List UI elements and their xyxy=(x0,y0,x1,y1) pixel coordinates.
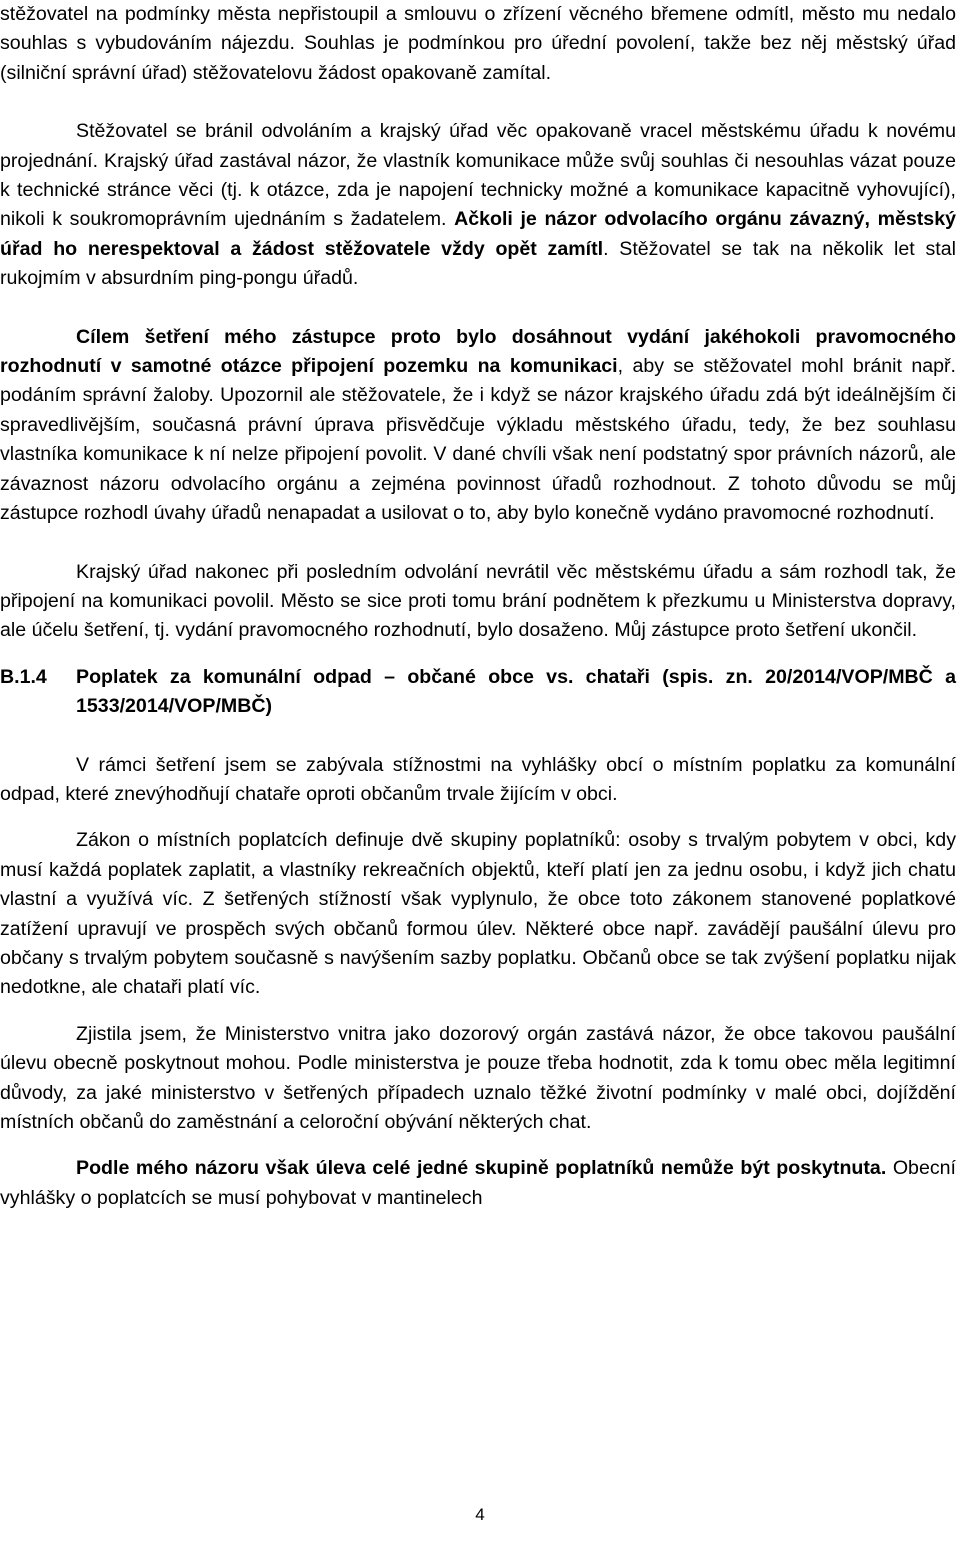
body-text-after-heading xyxy=(0,751,960,1214)
paragraph-p2 xyxy=(0,117,960,293)
text-run: . Stěžovatel se tak na několik let stal rukojmím v absurdním ping-pongu úřadů. xyxy=(0,237,956,290)
text-run: V rámci šetření jsem se zabývala stížnostmi na vyhlášky obcí o místním poplatku za komunální odpad, které znevýhodňují chataře oproti občanům trvale žijícím v obci. xyxy=(0,753,956,805)
text-run: Krajský úřad nakonec při posledním odvolání nevrátil věc městskému úřadu a sám rozhodl tak, že připojení na komunikaci povolil. Město se sice proti tomu brání podnětem k přezkumu u Ministerstva dopravy, ale účelu šetření, tj. vydání pravomocného rozhodnutí, bylo dosaženo. Můj zástupce proto šetření ukončil. xyxy=(0,560,956,642)
section-heading xyxy=(0,663,960,722)
paragraph-p8 xyxy=(0,1154,960,1213)
paragraph-p5 xyxy=(0,751,960,810)
text-run: , aby se stěžovatel mohl bránit např. podáním správní žaloby. Upozornil ale stěžovatele, že i když se názor krajského úřadu zdá být ideálnějším či spravedlivějším, současná právní úprava přisvědčuje výkladu městského úřadu, tedy, že bez souhlasu vlastníka komunikace k ní nelze připojení povolit. V dané chvíli však není podstatný spor právních názorů, ale závaznost názoru odvolacího orgánu a zejména povinnost úřadů rozhodnout. Z tohoto důvodu se můj zástupce rozhodl úvahy úřadů nenapadat a usilovat o to, aby bylo konečně vydáno pravomocné rozhodnutí. xyxy=(0,355,956,525)
section-title: Poplatek za komunální odpad – občané obce vs. chataři (spis. zn. 20/2014/VOP/MBČ a 1533/2014/VOP/MBČ) xyxy=(76,665,956,718)
paragraph-p6 xyxy=(0,826,960,1002)
bold-text-run: Podle mého názoru však úleva celé jedné skupině poplatníků nemůže být poskytnuta. xyxy=(76,1157,887,1180)
paragraph-p1 xyxy=(0,0,960,88)
section-number: B.1.4 xyxy=(0,665,47,688)
paragraph-p3 xyxy=(0,323,960,529)
paragraph-p4 xyxy=(0,558,960,646)
paragraph-p7 xyxy=(0,1020,960,1138)
text-run: Zákon o místních poplatcích definuje dvě skupiny poplatníků: osoby s trvalým pobytem v obci, kdy musí každá poplatek zaplatit, a vlastníky rekreačních objektů, kteří platí jen za jednu osobu, i když jich chatu vlastní a využívá víc. Z šetřených stížností však vyplynulo, že obce toto zákonem stanovené poplatkové zatížení upravují ve prospěch svých občanů formou úlev. Některé obce např. zavádějí paušální úlevu pro občany s trvalým pobytem současně s navýšením sazby poplatku. Občanů obce se tak zvýšení poplatku nijak nedotkne, ale chataři platí víc. xyxy=(0,829,956,999)
bold-text-run: Ačkoli je názor odvolacího orgánu závazný, městský úřad ho nerespektoval a žádost stěžovatele vždy opět zamítl xyxy=(0,208,956,260)
body-text-before-heading xyxy=(0,0,960,646)
text-run: Obecní vyhlášky o poplatcích se musí pohybovat v mantinelech xyxy=(0,1157,956,1209)
page-number: 4 xyxy=(475,1505,485,1524)
bold-text-run: Cílem šetření mého zástupce proto bylo dosáhnout vydání jakéhokoli pravomocného rozhodnutí v samotné otázce připojení pozemku na komunikaci xyxy=(0,325,956,378)
text-run: stěžovatel na podmínky města nepřistoupil a smlouvu o zřízení věcného břemene odmítl, město mu nedalo souhlas s vybudováním nájezdu. Souhlas je podmínkou pro úřední povolení, takže bez něj městský úřad (silniční správní úřad) stěžovatelovu žádost opakovaně zamítal. xyxy=(0,3,956,84)
text-run: Zjistila jsem, že Ministerstvo vnitra jako dozorový orgán zastává názor, že obce takovou paušální úlevu obecně poskytnout mohou. Podle ministerstva je pouze třeba hodnotit, zda k tomu obec měla legitimní důvody, za jaké ministerstvo v šetřených případech uznalo těžké životní podmínky v malé obci, dojíždění místních občanů do zaměstnání a celoroční obývání některých chat. xyxy=(0,1022,956,1133)
text-run: Stěžovatel se bránil odvoláním a krajský úřad věc opakovaně vracel městskému úřadu k novému projednání. Krajský úřad zastával názor, že vlastník komunikace může svůj souhlas či nesouhlas vázat pouze k technické stránce věci (tj. k otázce, zda je napojení technicky možné a komunikace kapacitně vyhovující), nikoli k soukromoprávním ujednáním s žadatelem. xyxy=(0,120,956,231)
